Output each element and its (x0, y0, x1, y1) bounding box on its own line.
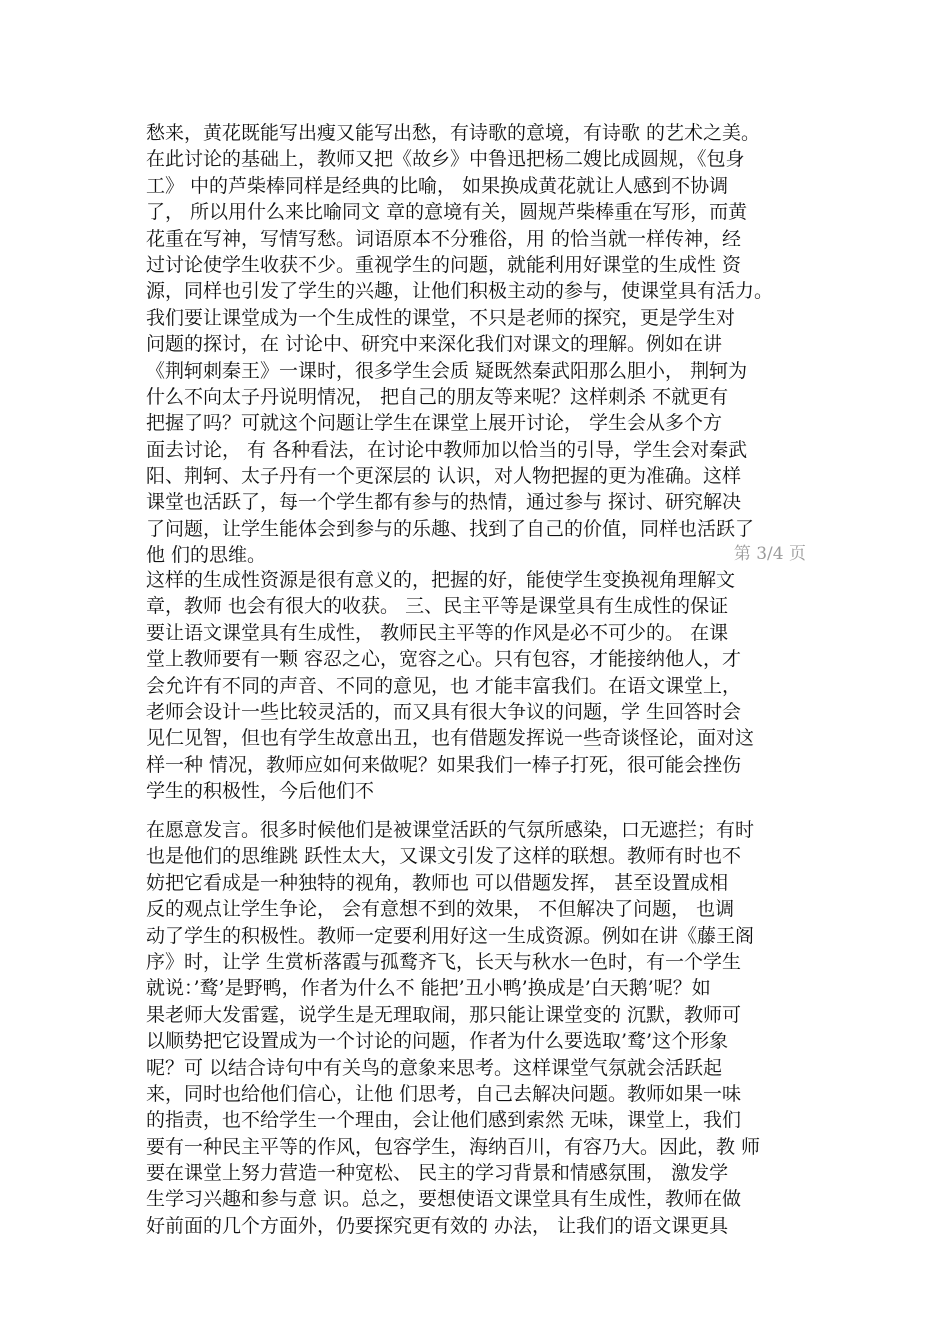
text-line: 学生的积极性，今后他们不 (146, 780, 375, 803)
text-block-top (146, 120, 806, 569)
text-line: 阳、荆轲、太子丹有一个更深层的 认识，对人物把握的更为准确。这样 (146, 465, 742, 488)
text-line: 反的观点让学生争论， 会有意想不到的效果， 不但解决了问题， 也调 (146, 898, 735, 921)
text-line: 了， 所以用什么来比喻同文 章的意境有关，圆规芦柴棒重在写形，而黄 (146, 201, 748, 224)
text-line: 把握了吗？可就这个问题让学生在课堂上展开讨论， 学生会从多个方 (146, 412, 723, 435)
text-line: 过讨论使学生收获不少。重视学生的问题，就能利用好课堂的生成性 资 (146, 253, 742, 276)
text-line: 在此讨论的基础上，教师又把《故乡》中鲁迅把杨二嫂比成圆规，《包身 (146, 148, 745, 171)
text-line: 动了学生的积极性。教师一定要利用好这一生成资源。例如在讲《藤王阁 (146, 924, 755, 947)
text-line: 在愿意发言。很多时候他们是被课堂活跃的气氛所感染，口无遮拦；有时 (146, 819, 755, 841)
text-line: 的指责，也不给学生一个理由，会让他们感到索然 无味，课堂上，我们 (146, 1109, 742, 1132)
text-line: 会允许有不同的声音、不同的意见，也 才能丰富我们。在语文课堂上， (146, 674, 742, 697)
text-line: 好前面的几个方面外，仍要探究更有效的 办法， 让我们的语文课更具 (146, 1214, 729, 1237)
text-line: 课堂也活跃了，每一个学生都有参与的热情，通过参与 探讨、研究解决 (146, 491, 742, 514)
text-line: 要有一种民主平等的作风，包容学生，海纳百川，有容乃大。因此，教 师 (146, 1135, 761, 1158)
text-line: 源，同样也引发了学生的兴趣，让他们积极主动的参与，使课堂具有活力。 (146, 280, 774, 303)
text-line: 问题的探讨，在 讨论中、研究中来深化我们对课文的理解。例如在讲 (146, 333, 723, 356)
text-line: 章，教师 也会有很大的收获。 三、民主平等是课堂具有生成性的保证 (146, 595, 729, 618)
text-line: 他 们的思维。 (146, 544, 267, 567)
text-line: 呢？可 以结合诗句中有关鸟的意象来思考。这样课堂气氛就会活跃起 (146, 1056, 723, 1079)
text-line: 什么不向太子丹说明情况， 把自己的朋友等来呢？这样刺杀 不就更有 (146, 385, 729, 408)
text-line: 老师会设计一些比较灵活的，而又具有很大争议的问题，学 生回答时会 (146, 700, 742, 723)
page-number: 第 3/4 页 (733, 544, 806, 564)
text-line: 也是他们的思维跳 跃性太大，又课文引发了这样的联想。教师有时也不 (146, 845, 742, 868)
text-line: 以顺势把它设置成为一个讨论的问题，作者为什么要选取’鹜’这个形象 (146, 1030, 729, 1053)
text-block-middle (146, 567, 806, 805)
text-line: 要让语文课堂具有生成性， 教师民主平等的作风是必不可少的。 在课 (146, 621, 729, 644)
text-line: 要在课堂上努力营造一种宽松、 民主的学习背景和情感氛围， 激发学 (146, 1162, 729, 1185)
text-line: 这样的生成性资源是很有意义的，把握的好，能使学生变换视角理解文 (146, 569, 736, 591)
text-line: 《荆轲刺秦王》一课时，很多学生会质 疑既然秦武阳那么胆小， 荆轲为 (146, 359, 748, 382)
text-line: 生学习兴趣和参与意 识。总之，要想使语文课堂具有生成性，教师在做 (146, 1188, 742, 1211)
text-line: 样一种 情况，教师应如何来做呢？如果我们一棒子打死，很可能会挫伤 (146, 753, 742, 776)
text-line: 工》 中的芦柴棒同样是经典的比喻， 如果换成黄花就让人感到不协调 (146, 174, 729, 197)
text-line: 来，同时也给他们信心，让他 们思考，自己去解决问题。教师如果一味 (146, 1082, 742, 1105)
text-line: 序》时，让学 生赏析落霞与孤鹜齐飞，长天与秋水一色时，有一个学生 (146, 950, 742, 973)
text-line: 就说：’鹜’是野鸭，作者为什么不 能把’丑小鸭’换成是’白天鹅’呢？如 (146, 977, 711, 1000)
text-block-bottom (146, 817, 806, 1239)
text-line: 堂上教师要有一颗 容忍之心，宽容之心。只有包容，才能接纳他人，才 (146, 648, 742, 671)
text-line: 愁来，黄花既能写出瘦又能写出愁，有诗歌的意境，有诗歌 的艺术之美。 (146, 122, 761, 144)
text-line: 见仁见智，但也有学生故意出丑，也有借题发挥说一些奇谈怪论，面对这 (146, 727, 755, 750)
text-line: 果老师大发雷霆，说学生是无理取闹，那只能让课堂变的 沉默，教师可 (146, 1003, 742, 1026)
text-line: 我们要让课堂成为一个生成性的课堂，不只是老师的探究，更是学生对 (146, 306, 736, 329)
text-line: 妨把它看成是一种独特的视角，教师也 可以借题发挥， 甚至设置成相 (146, 871, 729, 894)
text-line: 面去讨论， 有 各种看法，在讨论中教师加以恰当的引导，学生会对秦武 (146, 438, 748, 461)
text-line: 了问题，让学生能体会到参与的乐趣、找到了自己的价值，同样也活跃了 (146, 517, 755, 540)
text-line: 花重在写神，写情写愁。词语原本不分雅俗，用 的恰当就一样传神，经 (146, 227, 742, 250)
